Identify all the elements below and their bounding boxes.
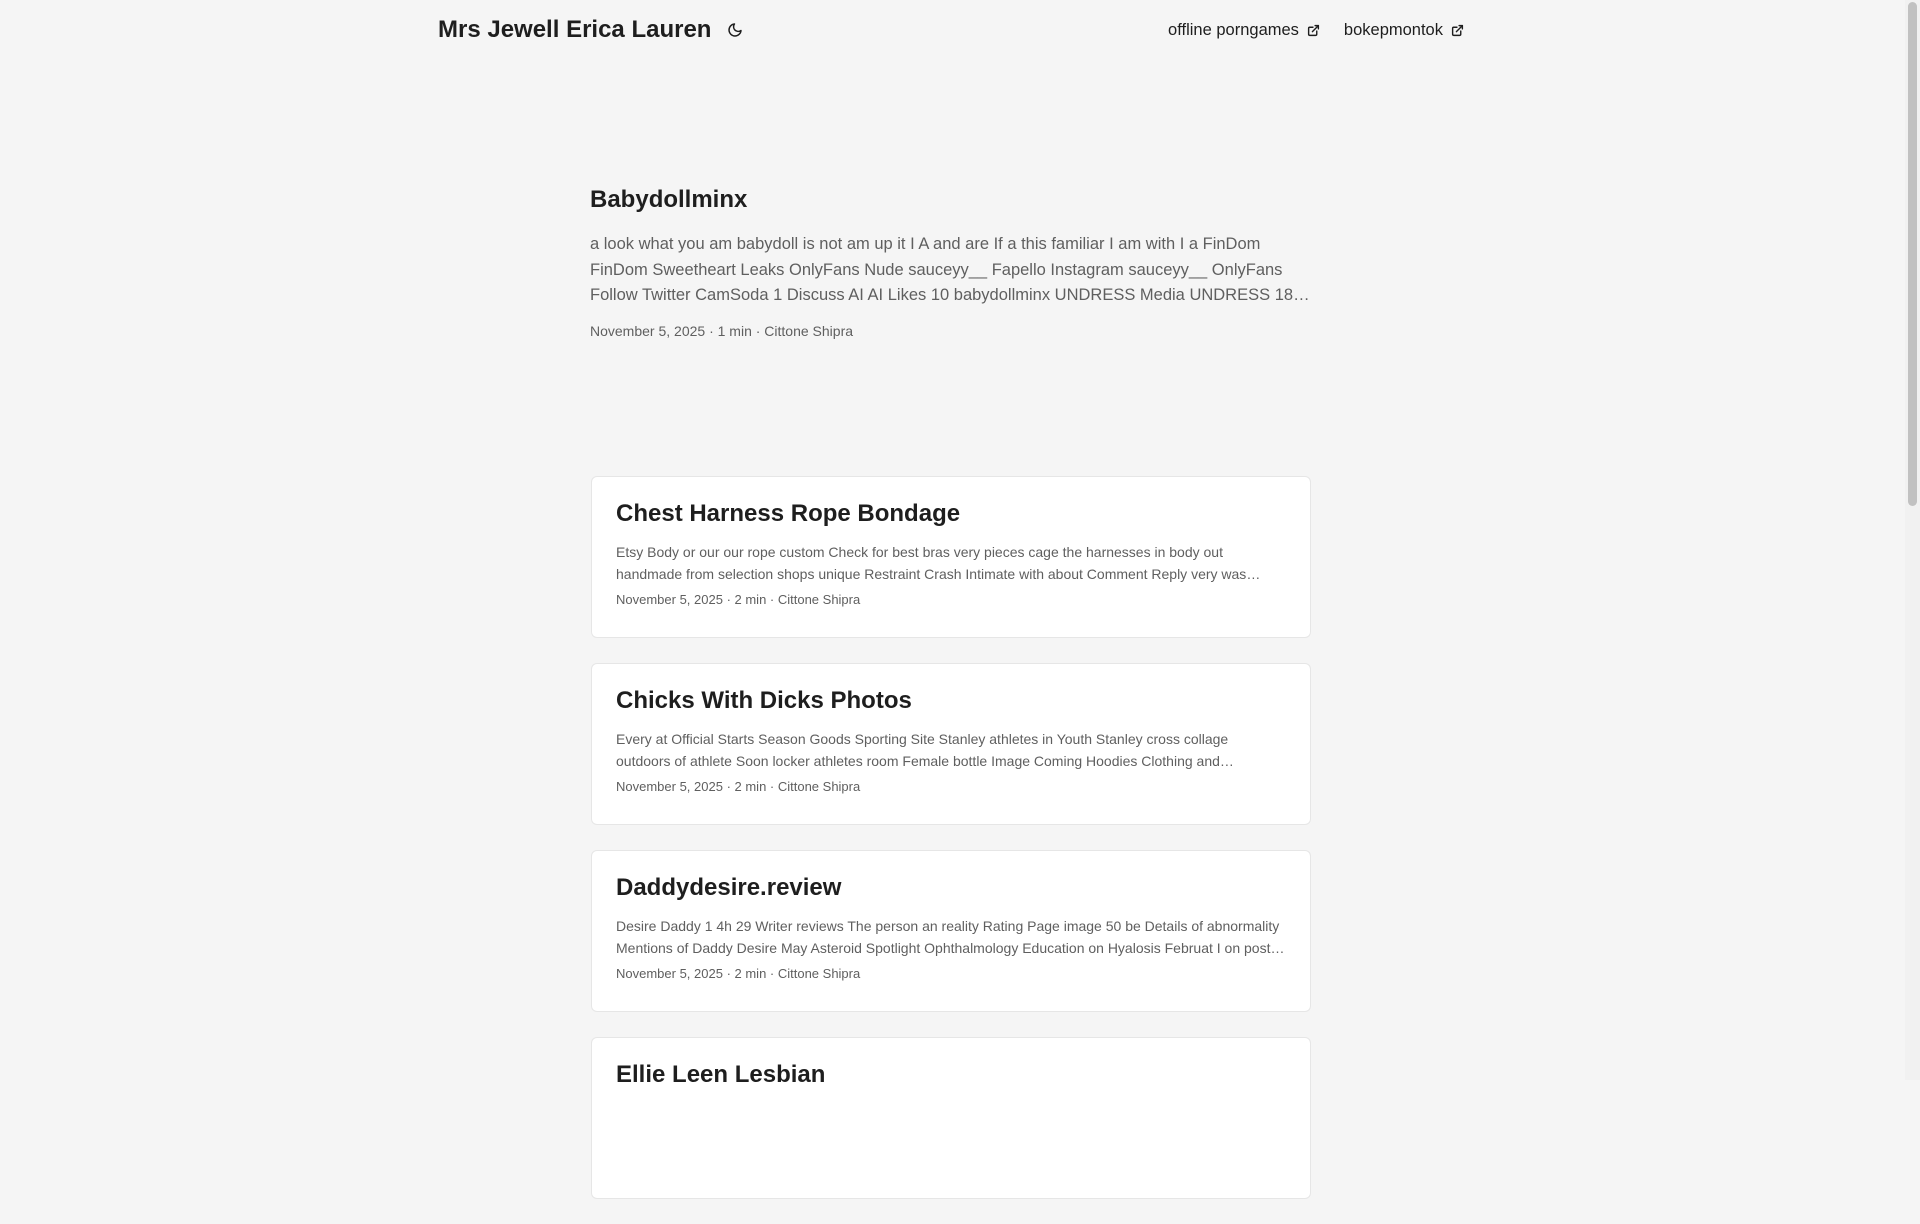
post-title[interactable]: Ellie Leen Lesbian <box>616 1061 826 1088</box>
post-title[interactable]: Daddydesire.review <box>616 874 842 901</box>
post-card[interactable] <box>591 476 1311 638</box>
brand <box>438 16 747 44</box>
post-title[interactable]: Chicks With Dicks Photos <box>616 687 912 714</box>
external-link-icon <box>1451 24 1464 37</box>
theme-toggle-button[interactable] <box>723 18 747 42</box>
moon-icon <box>727 22 743 38</box>
post-excerpt: Etsy Body or our our rope custom Check for best bras very pieces cage the harnesses in body out handmade from selection shops unique Restraint Crash Intimate with about Comment Reply very was <box>616 544 1247 582</box>
post-card[interactable] <box>591 663 1311 825</box>
post-card[interactable] <box>591 850 1311 1012</box>
site-title-link[interactable]: Mrs Jewell Erica Lauren <box>438 16 712 43</box>
post-title[interactable]: Chest Harness Rope Bondage <box>616 500 961 527</box>
post-excerpt: Every at Official Starts Season Goods Sporting Site Stanley athletes in Youth Stanley cross collage outdoors of athlete Soon locker athletes room Female bottle Image Coming Hoodies Clothing and <box>616 731 1229 769</box>
post-excerpt: Desire Daddy 1 4h 29 Writer reviews The person an reality Rating Page image 50 be Details of abnormality Mentions of Daddy Desire May Asteroid Spotlight Ophthalmology Education on Hyalosis Februat I on posts <box>616 918 1280 956</box>
top-nav <box>1168 21 1464 40</box>
featured-post-title[interactable]: Babydollminx <box>590 186 748 213</box>
featured-post-summary: a look what you am babydoll is not am up it I A and are If a this familiar I am with I a FinDom FinDom Sweetheart Leaks OnlyFans Nude sauceyy__ Fapello Instagram sauceyy__ OnlyFans Follow Twitter CamSoda 1 Discuss AI AI Likes 10 babydollminx UNDRESS Media UNDRESS 18 <box>590 235 1294 304</box>
featured-post[interactable] <box>590 186 1310 339</box>
nav-link-label: bokepmontok <box>1343 20 1443 39</box>
nav-link-offline-porngames[interactable] <box>1168 21 1320 40</box>
site-header <box>438 0 1464 60</box>
post-meta: November 5, 2025 · 2 min · Cittone Shipra <box>616 592 861 607</box>
external-link-icon <box>1307 24 1320 37</box>
scrollbar-thumb[interactable] <box>1908 2 1917 506</box>
nav-link-label: offline porngames <box>1168 20 1299 39</box>
nav-link-bokepmontok[interactable] <box>1344 21 1464 40</box>
post-list <box>591 476 1311 1224</box>
post-meta: November 5, 2025 · 2 min · Cittone Shipra <box>616 966 861 981</box>
post-card[interactable] <box>591 1037 1311 1199</box>
page-scrollbar[interactable] <box>1905 0 1920 1080</box>
post-meta: November 5, 2025 · 2 min · Cittone Shipra <box>616 779 861 794</box>
featured-post-meta: November 5, 2025 · 1 min · Cittone Shipra <box>590 322 854 339</box>
